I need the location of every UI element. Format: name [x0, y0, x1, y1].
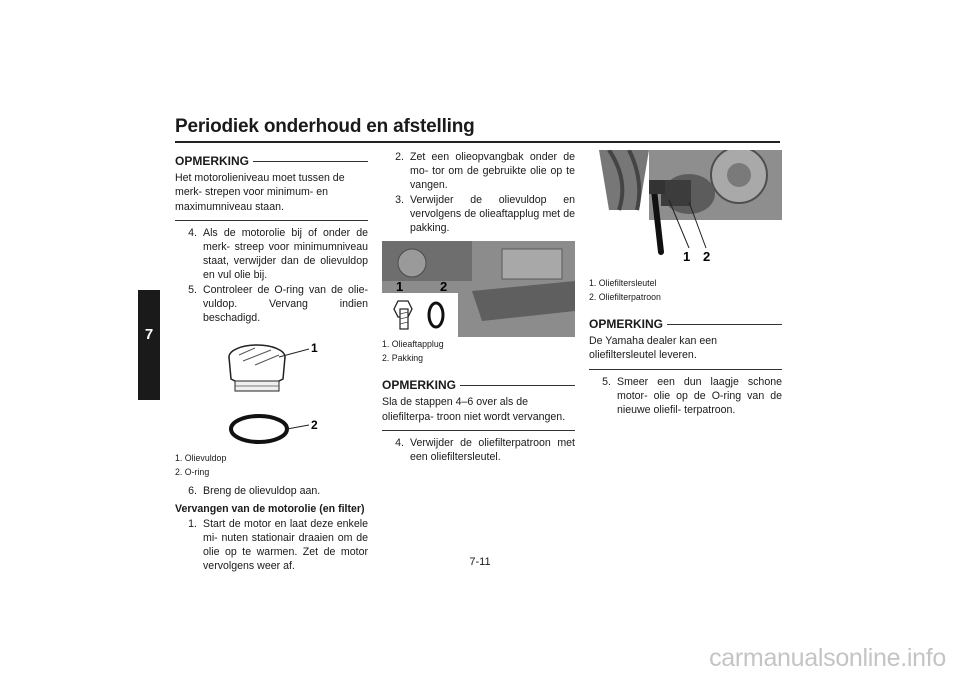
step-list [589, 375, 782, 418]
step-item: 2. Zet een olieopvangbak onder de mo- tor om de gebruikte olie op te vangen. [395, 151, 575, 192]
figure-caption: 2. Pakking [382, 352, 424, 363]
figure-caption: 1. Olievuldop [175, 453, 227, 464]
page-title: Periodiek onderhoud en afstelling [175, 116, 475, 137]
watermark: carmanualsonline.info [709, 644, 946, 672]
step-item: 5. Smeer een dun laagje schone motor- olie op de O-ring van de nieuwe oliefil- terpatroon. [602, 375, 782, 417]
step-item: 3. Verwijder de olievuldop en vervolgens de olieaftapplug met de pakking. [395, 193, 575, 235]
note-text: Het motorolieniveau moet tussen de merk- strepen voor minimum- en maximumniveau staan. [175, 171, 368, 221]
step-item: 1. Start de motor en laat deze enkele mi- nuten stationair draaien om de olie op te warmen. Zet de motor vervolgens weer af. [188, 517, 368, 573]
figure-label: 1 [683, 249, 691, 264]
step-list [382, 436, 575, 464]
note-text: De Yamaha dealer kan een oliefiltersleutel leveren. [589, 334, 782, 369]
step-item: 6. Breng de olievuldop aan. [188, 485, 321, 498]
drain-plug-illustration [382, 241, 575, 337]
figure-label: 1 [311, 341, 318, 356]
figure-caption: 1. Oliefiltersleutel [589, 278, 657, 288]
note-heading: OPMERKING [382, 378, 575, 392]
figure-label: 1 [396, 279, 404, 295]
step-list [175, 226, 368, 325]
column-2 [382, 150, 575, 464]
step-item: 4. Verwijder de oliefilterpatroon met een oliefiltersleutel. [395, 436, 575, 464]
figure-caption: 2. Oliefilterpatroon [589, 291, 661, 302]
title-rule [175, 141, 780, 143]
step-item: 4. Als de motorolie bij of onder de merk- streep voor minimumniveau staat, verwijder dan de olievuldop en vul olie bij. [188, 226, 368, 282]
oil-filler-cap-illustration [175, 331, 368, 451]
step-item: 5. Controleer de O-ring van de olie- vuldop. Vervang indien beschadigd. [188, 283, 368, 325]
note-heading: OPMERKING [589, 317, 782, 331]
note-text: Sla de stappen 4–6 over als de oliefilterpa- troon niet wordt vervangen. [382, 395, 575, 430]
figure-label: 2 [703, 249, 711, 264]
page-number: 7-11 [469, 556, 491, 568]
figure-label: 2 [311, 418, 318, 433]
figure-label: 2 [440, 279, 448, 295]
note-heading: OPMERKING [175, 154, 368, 168]
column-3 [589, 150, 782, 417]
chapter-tab [138, 290, 160, 400]
figure-caption: 1. Olieaftapplug [382, 339, 444, 350]
chapter-tab-number: 7 [144, 326, 154, 343]
figure-caption: 2. O-ring [175, 466, 210, 477]
column-1 [175, 150, 368, 573]
section-subheading: Vervangen van de motorolie (en filter) [175, 503, 365, 516]
oil-filter-wrench-illustration [589, 150, 782, 276]
